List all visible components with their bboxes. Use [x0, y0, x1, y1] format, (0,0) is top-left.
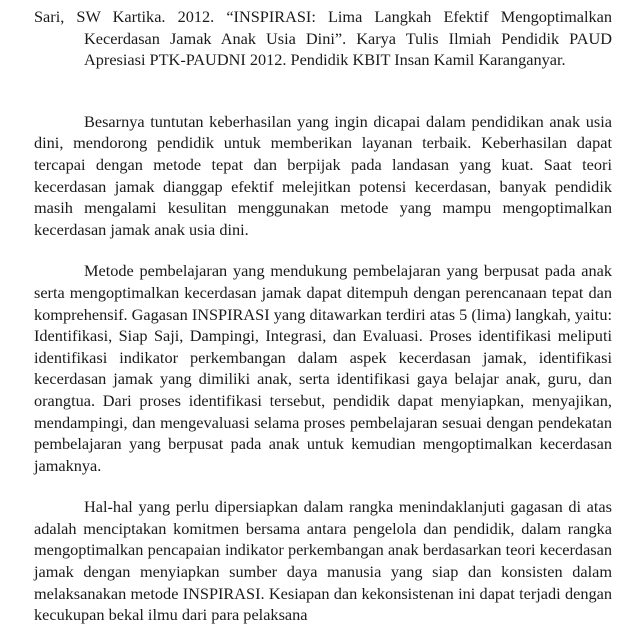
paragraph-method: Metode pembelajaran yang mendukung pembelajaran yang berpusat pada anak serta mengoptimalkan kecerdasan jamak dapat ditempuh dengan perencanaan tepat dan komprehensif. Gagasan INSPIRASI yang ditawarkan terdiri atas 5 (lima) langkah, yaitu: Identifikasi, Siap Saji, Dampingi, Integrasi, dan Evaluasi. Proses identifikasi meliputi identifikasi indikator perkembangan dalam aspek kecerdasan jamak, identifikasi kecerdasan jamak yang dimiliki anak, serta identifikasi gaya belajar anak, guru, dan orangtua. Dari proses identifikasi tersebut, pendidik dapat menyiapkan, menyajikan, mendampingi, dan mengevaluasi selama proses pembelajaran sesuai dengan pendekatan pembelajaran yang berpusat pada anak untuk kemudian mengoptimalkan kecerdasan jamaknya. [34, 261, 612, 475]
document-page [34, 6, 612, 626]
paragraph-background: Besarnya tuntutan keberhasilan yang ingin dicapai dalam pendidikan anak usia dini, mendorong pendidik untuk memberikan layanan terbaik. Keberhasilan dapat tercapai dengan metode tepat dan berpijak pada landasan yang kuat. Saat teori kecerdasan jamak dianggap efektif melejitkan potensi kecerdasan, banyak pendidik masih mengalami kesulitan menggunakan metode yang mampu mengoptimalkan kecerdasan jamak anak usia dini. [34, 111, 612, 239]
citation-reference: Sari, SW Kartika. 2012. “INSPIRASI: Lima Langkah Efektif Mengoptimalkan Kecerdasan Jamak Anak Usia Dini”. Karya Tulis Ilmiah Pendidik PAUD Apresiasi PTK-PAUDNI 2012. Pendidik KBIT Insan Kamil Karanganyar. [34, 7, 612, 70]
paragraph-preparation: Hal-hal yang perlu dipersiapkan dalam rangka menindaklanjuti gagasan di atas adalah menciptakan komitmen bersama antara pengelola dan pendidik, dalam rangka mengoptimalkan pencapaian indikator perkembangan anak berdasarkan teori kecerdasan jamak dengan menyiapkan sumber daya manusia yang siap dan konsisten dalam melaksanakan metode INSPIRASI. Kesiapan dan kekonsistenan ini dapat terjadi dengan kecukupan bekal ilmu dari para pelaksana [34, 497, 612, 625]
